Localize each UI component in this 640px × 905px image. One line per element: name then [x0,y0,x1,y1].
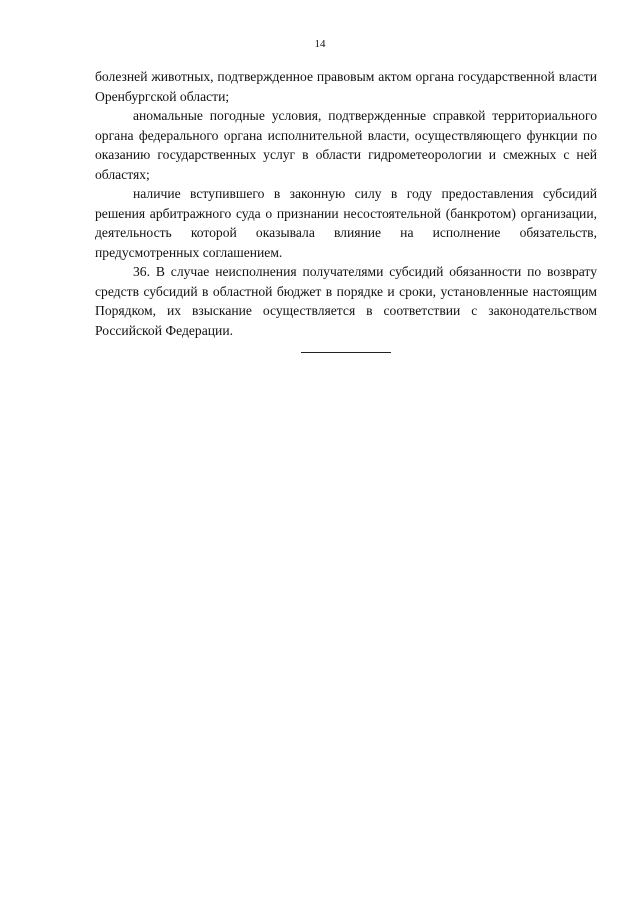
paragraph-1: болезней животных, подтвержденное правовым актом органа государственной власти Оренбургской области; [95,69,597,104]
page-number: 14 [314,38,326,50]
paragraph-4: 36. В случае неисполнения получателями субсидий обязанности по возврату средств субсидий в областной бюджет в порядке и сроки, установленные настоящим Порядком, их взыскание осуществляется в соответствии с законодательством Российской Федерации. [95,264,597,338]
paragraph-3: наличие вступившего в законную силу в году предоставления субсидий решения арбитражного суда о признании несостоятельной (банкротом) организации, деятельность которой оказывала влияние на исполнение обязательств, предусмотренных соглашением. [95,186,597,260]
end-separator-line [301,352,391,353]
paragraph-2: аномальные погодные условия, подтвержденные справкой территориального органа федерального органа исполнительной власти, осуществляющего функции по оказанию государственных услуг в области гидрометеорологии и смежных с ней областях; [95,108,597,182]
document-body [95,67,597,340]
